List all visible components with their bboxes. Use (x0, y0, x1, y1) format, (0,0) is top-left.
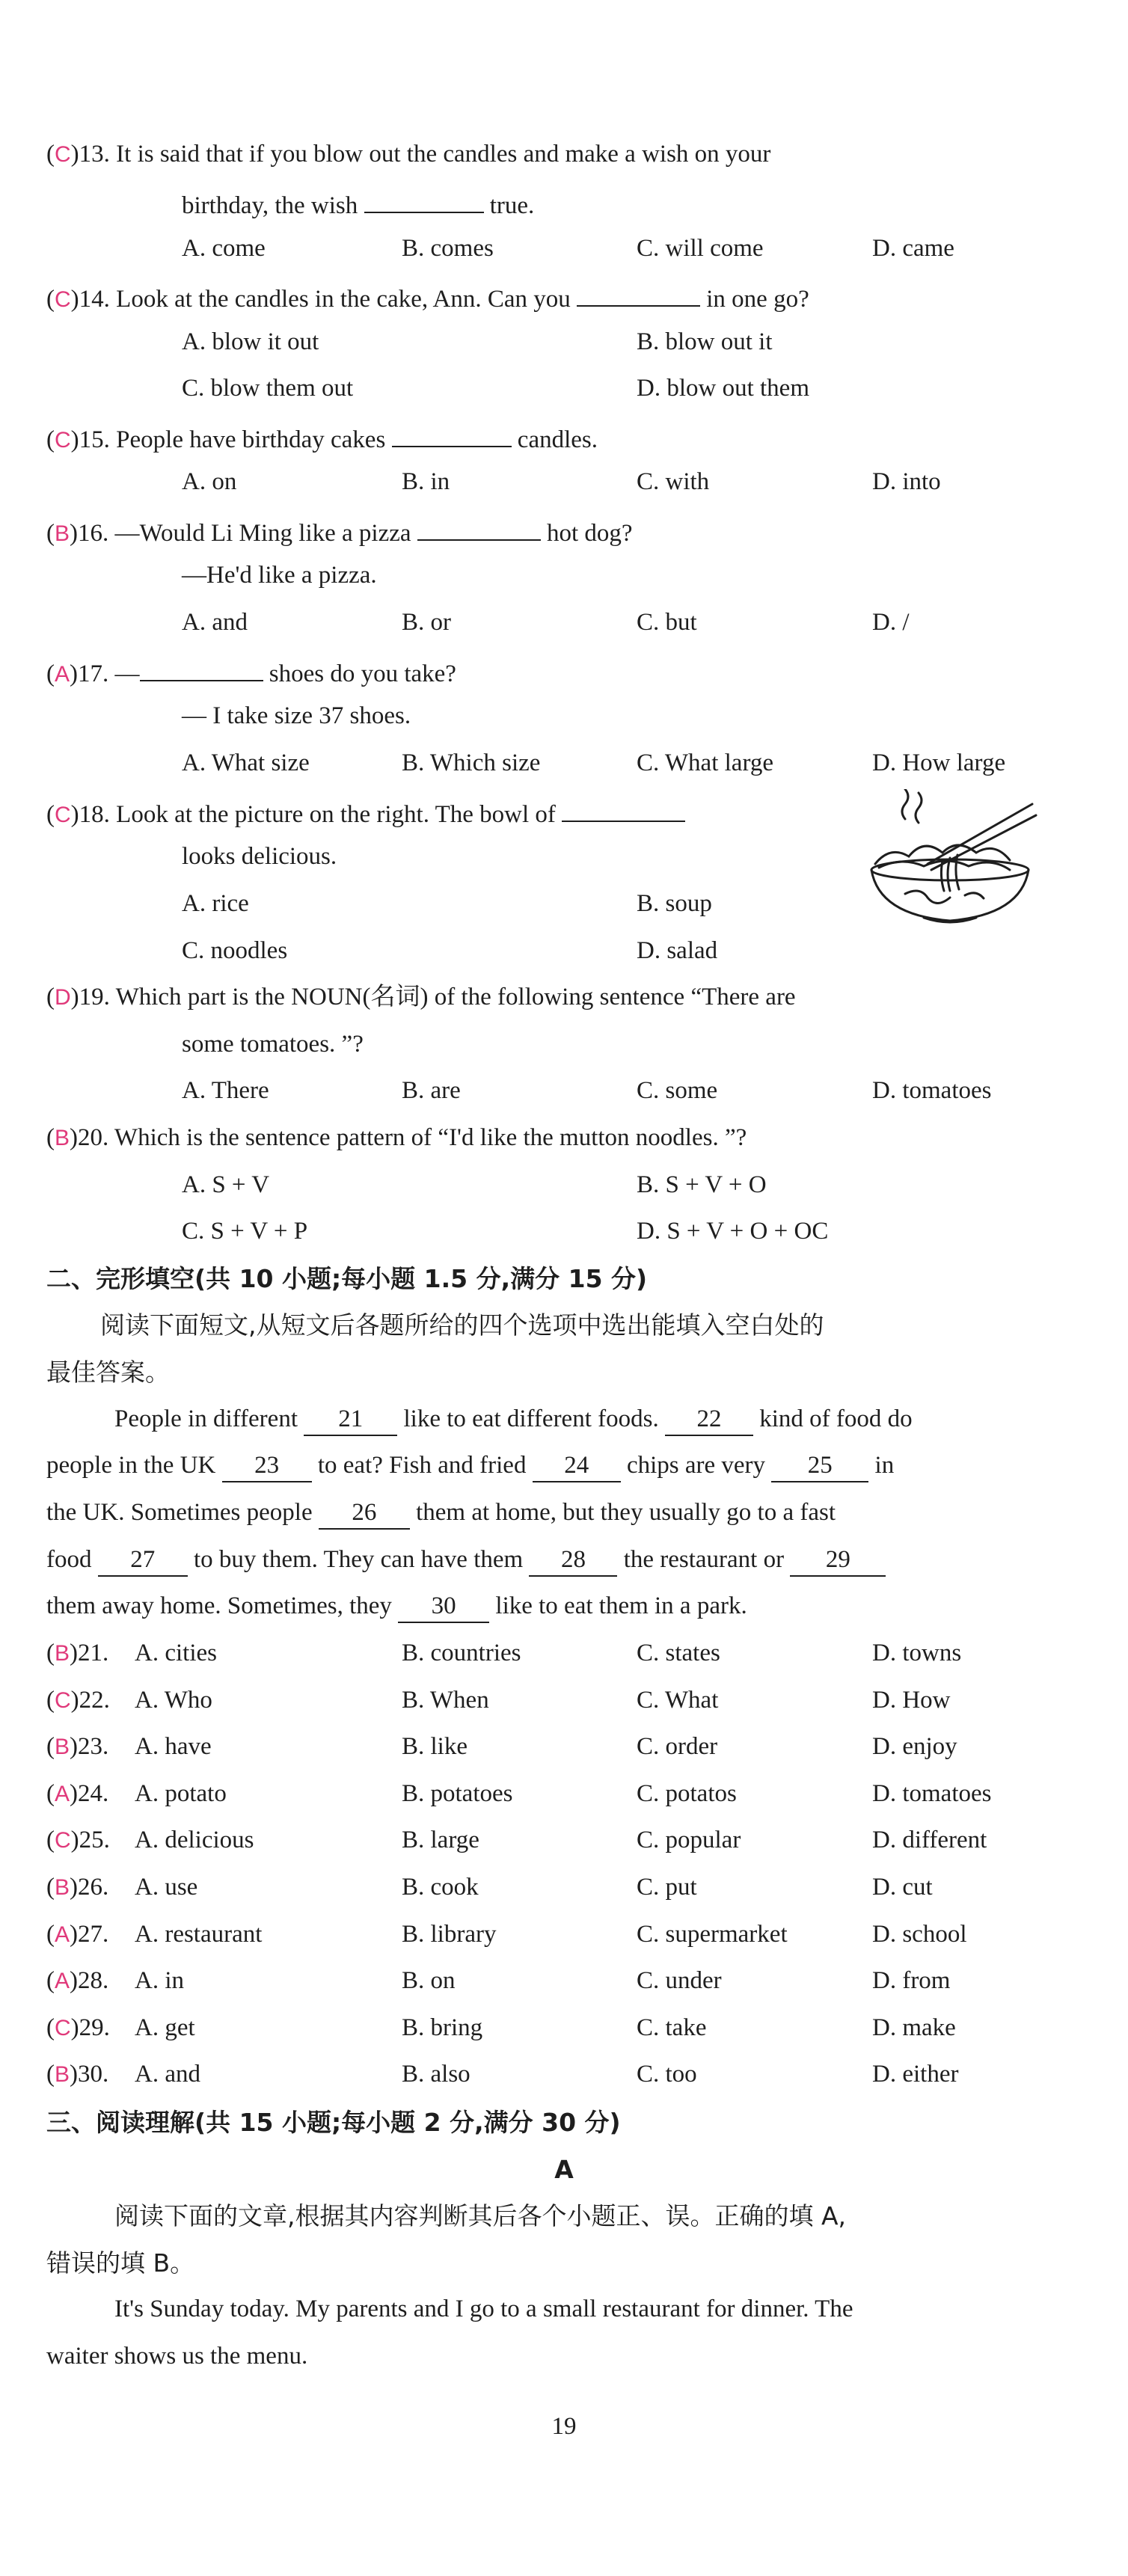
option: A. blow it out (182, 328, 319, 355)
reading-paragraph-line-1: It's Sunday today. My parents and I go to a small restaurant for dinner. The (114, 2296, 853, 2322)
option: A. What size (182, 749, 310, 776)
option: C. too (637, 2061, 697, 2088)
option: B. cook (402, 1874, 479, 1901)
answer-blank (577, 280, 700, 307)
option: C. will come (637, 235, 764, 262)
option: D. into (872, 468, 941, 495)
option: C. take (637, 2014, 707, 2041)
option: C. popular (637, 1827, 741, 1854)
section-2-title: 二、完形填空(共 10 小题;每小题 1.5 分,满分 15 分) (46, 1264, 648, 1293)
cloze-item-4: (C)25. (46, 1827, 110, 1854)
option: B. in (402, 468, 450, 495)
option: D. either (872, 2061, 959, 2088)
option: B. countries (402, 1640, 521, 1666)
answer-mark: B (55, 1126, 70, 1150)
question-13-line2: birthday, the wish true. (182, 187, 534, 221)
cloze-item-2: (B)23. (46, 1733, 109, 1761)
answer-blank (417, 515, 541, 541)
option: B. comes (402, 235, 494, 262)
blank-24: 24 (533, 1451, 621, 1482)
passage-line-2: people in the UK 23 to eat? Fish and fried 24 chips are very 25 in (46, 1451, 894, 1482)
question-13: (C)13. It is said that if you blow out the candles and make a wish on your (46, 141, 771, 168)
option: C. states (637, 1640, 720, 1666)
answer-mark: B (55, 1641, 70, 1666)
option: B. potatoes (402, 1779, 513, 1807)
option: A. rice (182, 890, 249, 917)
answer-mark: A (55, 1922, 70, 1947)
blank-28: 28 (529, 1545, 617, 1577)
option: B. soup (637, 890, 712, 917)
answer-mark: A (55, 1969, 70, 1994)
option: A. get (135, 2014, 195, 2041)
blank-29: 29 (790, 1545, 886, 1577)
blank-21: 21 (304, 1405, 397, 1436)
answer-mark: B (55, 1875, 70, 1900)
blank-30: 30 (398, 1592, 489, 1623)
option: A. S + V (182, 1171, 270, 1198)
answer-mark: C (55, 1687, 71, 1713)
answer-blank (392, 421, 512, 447)
cloze-item-8: (C)29. (46, 2014, 110, 2041)
option: D. How large (872, 749, 1006, 776)
passage-line-1: People in different 21 like to eat different foods. 22 kind of food do (114, 1405, 913, 1436)
option: A. use (135, 1874, 198, 1901)
answer-mark: B (55, 2062, 70, 2088)
answer-blank (140, 655, 263, 681)
answer-mark: C (55, 428, 71, 453)
answer-mark: C (55, 2015, 71, 2040)
answer-mark: C (55, 142, 71, 167)
passage-line-5: them away home. Sometimes, they 30 like to eat them in a park. (46, 1592, 747, 1623)
option: B. or (402, 609, 451, 636)
blank-25: 25 (771, 1451, 868, 1482)
option: D. tomatoes (872, 1077, 992, 1104)
option: A. and (135, 2061, 200, 2088)
cloze-item-7: (A)28. (46, 1967, 109, 1995)
option: A. There (182, 1077, 269, 1104)
cloze-item-1: (C)22. (46, 1686, 110, 1714)
answer-mark: B (55, 521, 70, 546)
blank-23: 23 (222, 1451, 312, 1482)
option: D. enjoy (872, 1733, 957, 1761)
option: C. What (637, 1686, 719, 1714)
cloze-item-6: (A)27. (46, 1920, 109, 1948)
option: C. order (637, 1733, 718, 1761)
question-19-line2: some tomatoes. ”? (182, 1031, 364, 1058)
option: D. school (872, 1920, 967, 1948)
blank-27: 27 (98, 1545, 188, 1577)
option: C. some (637, 1077, 718, 1104)
option: D. / (872, 609, 910, 636)
option: C. noodles (182, 937, 288, 964)
section-2-instruction-2: 最佳答案。 (46, 1358, 170, 1387)
option: A. potato (135, 1779, 227, 1807)
section-3-instruction-2: 错误的填 B。 (46, 2248, 195, 2278)
option: A. have (135, 1733, 212, 1761)
option: B. blow out it (637, 328, 773, 355)
section-3-title: 三、阅读理解(共 15 小题;每小题 2 分,满分 30 分) (46, 2108, 621, 2137)
question-19: (D)19. Which part is the NOUN(名词) of the following sentence “There are (46, 984, 796, 1011)
answer-blank (562, 796, 685, 822)
option: D. blow out them (637, 375, 809, 402)
option: A. delicious (135, 1827, 254, 1854)
question-17: (A)17. — shoes do you take? (46, 655, 456, 690)
option: D. towns (872, 1640, 962, 1666)
answer-mark: C (55, 803, 71, 827)
passage-line-3: the UK. Sometimes people 26 them at home, but they usually go to a fast (46, 1498, 836, 1530)
option: B. S + V + O (637, 1171, 767, 1198)
option: C. S + V + P (182, 1218, 308, 1245)
option: D. cut (872, 1874, 933, 1901)
option: A. and (182, 609, 248, 636)
noodle-bowl-illustration (860, 789, 1040, 931)
option: C. potatos (637, 1779, 737, 1807)
question-16: (B)16. —Would Li Ming like a pizza hot dog? (46, 515, 633, 549)
option: D. S + V + O + OC (637, 1218, 829, 1245)
cloze-item-5: (B)26. (46, 1874, 109, 1901)
blank-22: 22 (665, 1405, 753, 1436)
answer-mark: C (55, 1828, 71, 1853)
option: D. How (872, 1686, 951, 1714)
passage-line-4: food 27 to buy them. They can have them 28 the restaurant or 29 (46, 1545, 886, 1577)
option: B. like (402, 1733, 468, 1761)
option: A. restaurant (135, 1920, 263, 1948)
option: B. library (402, 1920, 497, 1948)
question-16-line2: —He'd like a pizza. (182, 562, 377, 589)
option: C. What large (637, 749, 773, 776)
option: A. come (182, 235, 266, 262)
blank-26: 26 (319, 1498, 410, 1530)
section-3-instruction: 阅读下面的文章,根据其内容判断其后各个小题正、误。正确的填 A, (114, 2201, 847, 2230)
part-label: A (554, 2155, 574, 2184)
option: D. salad (637, 937, 718, 964)
option: B. also (402, 2061, 470, 2088)
option: C. under (637, 1967, 722, 1995)
option: C. supermarket (637, 1920, 788, 1948)
question-17-line2: — I take size 37 shoes. (182, 702, 411, 729)
answer-mark: C (55, 287, 71, 312)
section-2-instruction: 阅读下面短文,从短文后各题所给的四个选项中选出能填入空白处的 (100, 1310, 824, 1340)
cloze-item-0: (B)21. (46, 1640, 109, 1666)
option: A. in (135, 1967, 184, 1995)
answer-mark: B (55, 1735, 70, 1760)
option: D. make (872, 2014, 956, 2041)
option: A. Who (135, 1686, 212, 1714)
option: D. came (872, 235, 954, 262)
option: C. put (637, 1874, 697, 1901)
cloze-item-9: (B)30. (46, 2061, 109, 2088)
option: D. tomatoes (872, 1779, 992, 1807)
option: B. large (402, 1827, 479, 1854)
option: D. different (872, 1827, 987, 1854)
option: C. but (637, 609, 697, 636)
option: B. bring (402, 2014, 483, 2041)
option: B. Which size (402, 749, 541, 776)
question-18-line2: looks delicious. (182, 843, 337, 870)
option: B. When (402, 1686, 489, 1714)
question-15: (C)15. People have birthday cakes candles. (46, 421, 598, 456)
answer-blank (364, 187, 484, 213)
cloze-item-3: (A)24. (46, 1779, 109, 1807)
question-14: (C)14. Look at the candles in the cake, Ann. Can you in one go? (46, 280, 809, 315)
answer-mark: A (55, 1781, 70, 1806)
option: B. are (402, 1077, 461, 1104)
question-20: (B)20. Which is the sentence pattern of “I'd like the mutton noodles. ”? (46, 1124, 747, 1151)
option: B. on (402, 1967, 456, 1995)
option: C. blow them out (182, 375, 354, 402)
option: A. on (182, 468, 237, 495)
option: C. with (637, 468, 710, 495)
reading-paragraph-line-2: waiter shows us the menu. (46, 2343, 308, 2370)
option: D. from (872, 1967, 951, 1995)
answer-mark: D (55, 985, 71, 1010)
option: A. cities (135, 1640, 217, 1666)
page-number: 19 (551, 2413, 577, 2440)
answer-mark: A (55, 662, 70, 687)
question-18: (C)18. Look at the picture on the right. The bowl of (46, 796, 685, 830)
